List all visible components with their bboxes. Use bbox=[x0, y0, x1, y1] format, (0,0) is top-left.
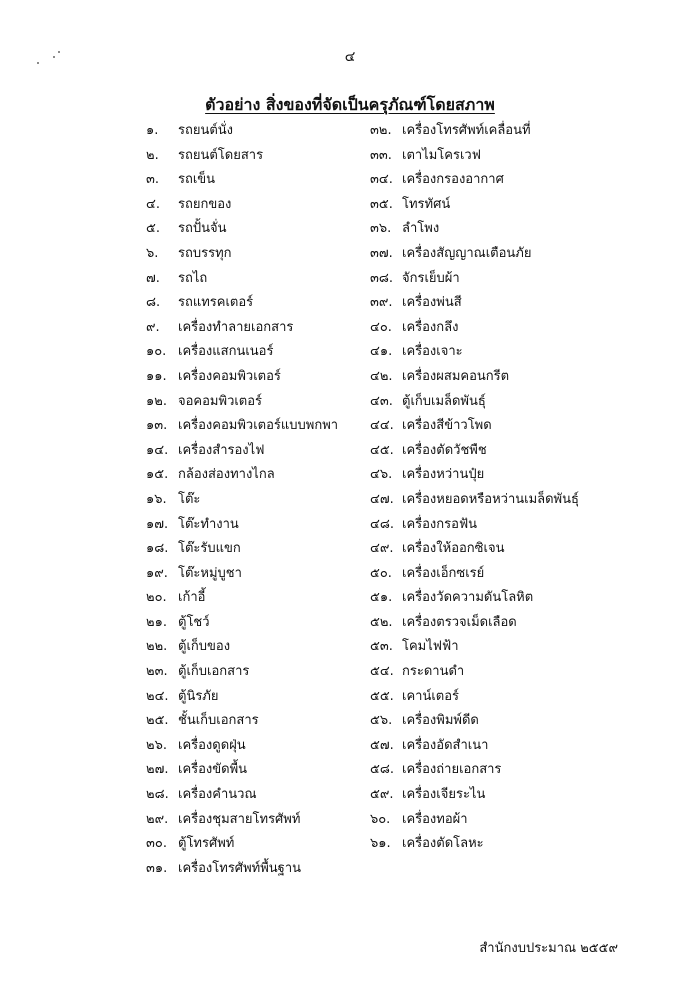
item-text: รถยกของ bbox=[178, 196, 232, 212]
item-number: ๔๓. bbox=[370, 393, 393, 409]
item-text: รถไถ bbox=[178, 270, 208, 286]
list-item bbox=[370, 734, 610, 759]
item-number: ๔๙. bbox=[370, 541, 394, 557]
item-text: เครื่องสีข้าวโพด bbox=[402, 418, 492, 434]
list-item bbox=[370, 414, 610, 439]
list-item bbox=[370, 808, 610, 833]
item-number: ๑๑. bbox=[146, 368, 167, 384]
item-number: ๖. bbox=[146, 245, 159, 261]
item-text: เครื่องกรองอากาศ bbox=[402, 172, 504, 188]
item-number: ๕๐. bbox=[370, 565, 392, 581]
list-item bbox=[146, 685, 376, 710]
list-item bbox=[146, 488, 376, 513]
item-text: โต๊ะ bbox=[178, 491, 201, 507]
item-text: เครื่องกรอฟัน bbox=[402, 516, 478, 532]
list-item bbox=[370, 242, 610, 267]
item-text: เครื่องเอ็กซเรย์ bbox=[402, 565, 485, 581]
item-list-right bbox=[370, 119, 610, 857]
scan-speck bbox=[37, 62, 39, 64]
item-number: ๓๔. bbox=[370, 172, 393, 188]
list-item bbox=[146, 808, 376, 833]
list-item bbox=[370, 144, 610, 169]
item-text: กล้องส่องทางไกล bbox=[178, 467, 275, 483]
item-number: ๒๐. bbox=[146, 590, 167, 606]
item-text: เครื่องให้ออกซิเจน bbox=[402, 541, 505, 557]
list-item bbox=[370, 168, 610, 193]
list-item bbox=[370, 316, 610, 341]
item-number: ๒. bbox=[146, 147, 159, 163]
item-number: ๓๓. bbox=[370, 147, 392, 163]
item-text: ชั้นเก็บเอกสาร bbox=[178, 713, 259, 729]
item-text: จอคอมพิวเตอร์ bbox=[178, 393, 263, 409]
item-text: เครื่องเจียระไน bbox=[402, 787, 486, 803]
item-text: เครื่องทำลายเอกสาร bbox=[178, 319, 294, 335]
item-number: ๕๖. bbox=[370, 713, 393, 729]
list-item bbox=[146, 168, 376, 193]
list-item bbox=[146, 390, 376, 415]
item-number: ๗. bbox=[146, 270, 160, 286]
item-text: เครื่องตัดวัชพืช bbox=[402, 442, 487, 458]
item-number: ๒๕. bbox=[146, 713, 169, 729]
scan-speck bbox=[53, 56, 55, 58]
list-item bbox=[370, 635, 610, 660]
item-number: ๕๒. bbox=[370, 614, 393, 630]
item-text: รถบรรทุก bbox=[178, 245, 232, 261]
list-item bbox=[146, 144, 376, 169]
item-number: ๓๘. bbox=[370, 270, 394, 286]
item-number: ๕๔. bbox=[370, 664, 394, 680]
item-text: ตู้เก็บเมล็ดพันธุ์ bbox=[402, 393, 486, 409]
item-number: ๑๕. bbox=[146, 467, 169, 483]
list-item bbox=[146, 291, 376, 316]
item-text: เคาน์เตอร์ bbox=[402, 688, 460, 704]
item-text: เครื่องหว่านปุ๋ย bbox=[402, 467, 485, 483]
item-number: ๖๑. bbox=[370, 836, 391, 852]
list-item bbox=[146, 586, 376, 611]
page-title: ตัวอย่าง สิ่งของที่จัดเป็นครุภัณฑ์โดยสภาพ bbox=[205, 95, 495, 114]
item-text: เครื่องพิมพ์ดีด bbox=[402, 713, 479, 729]
item-number: ๔๑. bbox=[370, 344, 393, 360]
item-text: รถแทรคเตอร์ bbox=[178, 295, 254, 311]
item-text: เครื่องแสกนเนอร์ bbox=[178, 344, 274, 360]
item-number: ๔๗. bbox=[370, 491, 394, 507]
item-number: ๒๖. bbox=[146, 737, 167, 753]
list-item bbox=[370, 685, 610, 710]
item-number: ๑๒. bbox=[146, 393, 167, 409]
item-number: ๒๗. bbox=[146, 762, 169, 778]
item-text: เครื่องคำนวณ bbox=[178, 787, 257, 803]
item-text: เครื่องสำรองไฟ bbox=[178, 442, 265, 458]
item-number: ๑๗. bbox=[146, 516, 169, 532]
list-item bbox=[146, 660, 376, 685]
item-number: ๑๘. bbox=[146, 541, 169, 557]
item-number: ๒๑. bbox=[146, 614, 167, 630]
list-item bbox=[146, 193, 376, 218]
item-number: ๔๕. bbox=[370, 442, 394, 458]
item-text: เครื่องคอมพิวเตอร์แบบพกพา bbox=[178, 418, 339, 434]
item-text: ตู้โชว์ bbox=[178, 614, 210, 630]
list-item bbox=[370, 660, 610, 685]
item-text: เครื่องผสมคอนกรีต bbox=[402, 368, 510, 384]
list-item bbox=[370, 390, 610, 415]
item-text: เครื่องทอผ้า bbox=[402, 811, 468, 827]
list-item bbox=[146, 414, 376, 439]
item-number: ๕. bbox=[146, 221, 160, 237]
item-text: ตู้เก็บของ bbox=[178, 639, 231, 655]
item-number: ๓. bbox=[146, 172, 160, 188]
list-item bbox=[370, 291, 610, 316]
item-text: เครื่องกลึง bbox=[402, 319, 459, 335]
item-number: ๓๗. bbox=[370, 245, 393, 261]
item-text: เครื่องหยอดหรือหว่านเมล็ดพันธุ์ bbox=[402, 491, 579, 507]
list-item bbox=[370, 709, 610, 734]
scan-speck bbox=[58, 51, 60, 53]
item-number: ๙. bbox=[146, 319, 160, 335]
list-item bbox=[370, 758, 610, 783]
item-text: โต๊ะหมู่บูชา bbox=[178, 565, 242, 581]
item-text: รถยนต์โดยสาร bbox=[178, 147, 264, 163]
item-number: ๔๒. bbox=[370, 368, 393, 384]
item-text: เครื่องคอมพิวเตอร์ bbox=[178, 368, 281, 384]
item-text: เครื่องถ่ายเอกสาร bbox=[402, 762, 502, 778]
item-text: รถยนต์นั่ง bbox=[178, 123, 234, 138]
list-item bbox=[146, 635, 376, 660]
list-item bbox=[370, 439, 610, 464]
item-number: ๕๕. bbox=[370, 688, 394, 704]
list-item bbox=[146, 316, 376, 341]
item-number: ๕๙. bbox=[370, 787, 394, 803]
item-number: ๖๐. bbox=[370, 811, 391, 827]
list-item bbox=[146, 832, 376, 857]
list-item bbox=[370, 217, 610, 242]
list-item bbox=[370, 783, 610, 808]
item-text: กระดานดำ bbox=[402, 664, 465, 680]
list-item bbox=[370, 488, 610, 513]
item-text: โต๊ะรับแขก bbox=[178, 541, 241, 557]
item-number: ๕๓. bbox=[370, 639, 393, 655]
item-number: ๓๒. bbox=[370, 123, 392, 138]
item-text: เครื่องสัญญาณเตือนภัย bbox=[402, 245, 532, 261]
list-item bbox=[370, 365, 610, 390]
item-number: ๓๑. bbox=[146, 860, 168, 876]
item-number: ๓๙. bbox=[370, 295, 393, 311]
item-number: ๕๘. bbox=[370, 762, 395, 778]
item-number: ๔๖. bbox=[370, 467, 393, 483]
list-item bbox=[146, 365, 376, 390]
item-number: ๒๔. bbox=[146, 688, 169, 704]
list-item bbox=[146, 119, 376, 144]
item-number: ๓๐. bbox=[146, 836, 167, 852]
item-number: ๔๔. bbox=[370, 418, 394, 434]
footer-text: สำนักงบประมาณ ๒๕๕๙ bbox=[479, 941, 618, 956]
list-item bbox=[146, 611, 376, 636]
item-number: ๘. bbox=[146, 295, 161, 311]
item-text: เครื่องชุมสายโทรศัพท์ bbox=[178, 811, 301, 827]
item-text: โคมไฟฟ้า bbox=[402, 639, 459, 655]
item-text: ลำโพง bbox=[402, 221, 440, 237]
item-text: เครื่องดูดฝุ่น bbox=[178, 737, 246, 753]
item-text: เครื่องโทรศัพท์เคลื่อนที่ bbox=[402, 123, 531, 138]
list-item bbox=[146, 513, 376, 538]
item-number: ๒๓. bbox=[146, 664, 168, 680]
list-item bbox=[370, 340, 610, 365]
list-item bbox=[146, 242, 376, 267]
list-item bbox=[146, 709, 376, 734]
item-text: เครื่องโทรศัพท์พื้นฐาน bbox=[178, 860, 302, 876]
item-number: ๔. bbox=[146, 196, 160, 212]
item-number: ๑๓. bbox=[146, 418, 168, 434]
list-item bbox=[370, 611, 610, 636]
item-number: ๕๗. bbox=[370, 737, 394, 753]
list-item bbox=[146, 463, 376, 488]
item-number: ๔๐. bbox=[370, 319, 392, 335]
list-item bbox=[146, 267, 376, 292]
item-text: โต๊ะทำงาน bbox=[178, 516, 239, 532]
item-number: ๒๘. bbox=[146, 787, 169, 803]
item-text: รถปั้นจั่น bbox=[178, 221, 227, 237]
list-item bbox=[370, 832, 610, 857]
item-text: เก้าอี้ bbox=[178, 590, 206, 606]
list-item bbox=[146, 783, 376, 808]
item-text: เครื่องอัดสำเนา bbox=[402, 737, 489, 753]
list-item bbox=[146, 217, 376, 242]
item-text: จักรเย็บผ้า bbox=[402, 270, 460, 286]
list-item bbox=[370, 513, 610, 538]
item-text: เตาไมโครเวฟ bbox=[402, 147, 481, 163]
item-text: เครื่องวัดความดันโลหิต bbox=[402, 590, 534, 606]
list-item bbox=[146, 857, 376, 882]
item-number: ๒๙. bbox=[146, 811, 169, 827]
item-text: เครื่องขัดพื้น bbox=[178, 762, 248, 778]
list-item bbox=[146, 439, 376, 464]
item-number: ๒๒. bbox=[146, 639, 168, 655]
list-item bbox=[370, 562, 610, 587]
item-text: ตู้โทรศัพท์ bbox=[178, 836, 235, 852]
item-number: ๑๖. bbox=[146, 491, 167, 507]
list-item bbox=[370, 537, 610, 562]
list-item bbox=[146, 340, 376, 365]
list-item bbox=[146, 562, 376, 587]
item-text: เครื่องตรวจเม็ดเลือด bbox=[402, 614, 517, 630]
item-number: ๑๐. bbox=[146, 344, 167, 360]
item-text: รถเข็น bbox=[178, 172, 216, 188]
list-item bbox=[370, 267, 610, 292]
item-number: ๓๖. bbox=[370, 221, 392, 237]
list-item bbox=[370, 119, 610, 144]
item-text: ตู้นิรภัย bbox=[178, 688, 219, 704]
item-text: เครื่องพ่นสี bbox=[402, 295, 462, 311]
list-item bbox=[146, 758, 376, 783]
list-item bbox=[146, 537, 376, 562]
item-number: ๑๙. bbox=[146, 565, 168, 581]
item-text: โทรทัศน์ bbox=[402, 196, 451, 212]
item-text: เครื่องเจาะ bbox=[402, 344, 463, 360]
item-number: ๕๑. bbox=[370, 590, 393, 606]
item-number: ๑๔. bbox=[146, 442, 169, 458]
item-text: เครื่องตัดโลหะ bbox=[402, 836, 484, 852]
item-number: ๑. bbox=[146, 123, 159, 138]
list-item bbox=[370, 193, 610, 218]
list-item bbox=[370, 586, 610, 611]
list-item bbox=[370, 463, 610, 488]
page-number: ๔ bbox=[344, 49, 356, 65]
item-text: ตู้เก็บเอกสาร bbox=[178, 664, 250, 680]
item-list-left bbox=[146, 119, 376, 881]
list-item bbox=[146, 734, 376, 759]
item-number: ๔๘. bbox=[370, 516, 395, 532]
item-number: ๓๕. bbox=[370, 196, 393, 212]
